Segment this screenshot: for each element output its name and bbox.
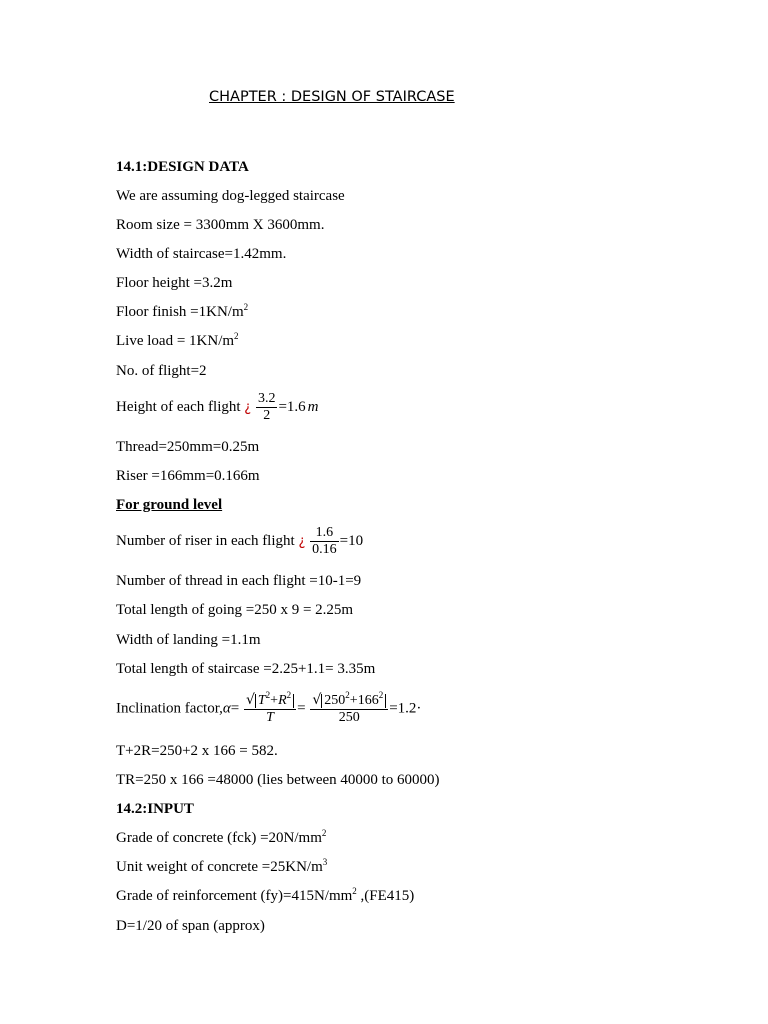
text-width-staircase: Width of staircase=1.42mm. xyxy=(116,246,287,262)
live-load-text: Live load = 1KN/m xyxy=(116,333,235,349)
inclination-result: =1.2 xyxy=(389,700,417,717)
text-no-of-flight: No. of flight=2 xyxy=(116,363,207,379)
live-load-sup: 2 xyxy=(234,331,239,341)
equation-riser-each-flight xyxy=(116,525,363,558)
absolute-bars xyxy=(321,690,386,708)
text-width-landing: Width of landing =1.1m xyxy=(116,632,261,648)
alpha-symbol: α xyxy=(222,700,231,717)
fraction-denominator: 0.16 xyxy=(312,542,337,557)
symbol-t: T xyxy=(257,693,266,708)
chapter-title: CHAPTER : DESIGN OF STAIRCASE xyxy=(209,89,455,105)
fraction-denominator: T xyxy=(266,710,274,725)
grade-reinf-suffix: ,(FE415) xyxy=(356,888,415,904)
text-grade-reinforcement xyxy=(116,887,414,905)
text-floor-height: Floor height =3.2m xyxy=(116,275,233,291)
height-label: Height of each flight xyxy=(116,398,245,415)
text-live-load xyxy=(116,332,239,350)
fraction-numerator: 3.2 xyxy=(257,391,276,406)
unit-weight-sup: 3 xyxy=(322,857,328,867)
section-heading-design-data: 14.1:DESIGN DATA xyxy=(116,159,249,175)
text-tr: TR=250 x 166 =48000 (lies between 40000 to 60000) xyxy=(116,772,440,788)
grade-reinf-text: Grade of reinforcement (fy)=415N/mm xyxy=(116,888,353,904)
text-room-size: Room size = 3300mm X 3600mm. xyxy=(116,217,325,233)
exponent: 2 xyxy=(345,690,350,700)
text-t-plus-2r: T+2R=250+2 x 166 = 582. xyxy=(116,743,278,759)
equation-error-glyph: ¿ xyxy=(244,399,252,415)
radical-sign: √ xyxy=(245,692,255,708)
inclination-fraction-numeric xyxy=(310,692,388,726)
inclination-label: Inclination factor, xyxy=(116,700,223,717)
grade-reinf-sup: 2 xyxy=(352,886,357,896)
section-heading-input: 14.2:INPUT xyxy=(116,801,194,817)
text-total-length: Total length of staircase =2.25+1.1= 3.35m xyxy=(116,661,376,677)
text-unit-weight xyxy=(116,858,327,876)
riser-result: =10 xyxy=(339,532,364,549)
exponent: 2 xyxy=(378,690,384,700)
height-fraction xyxy=(256,391,278,424)
value-250: 250 xyxy=(324,693,346,708)
square-root xyxy=(246,692,294,709)
plus: + xyxy=(270,693,279,708)
text-depth: D=1/20 of span (approx) xyxy=(116,918,265,934)
riser-label: Number of riser in each flight xyxy=(116,532,299,549)
exponent: 2 xyxy=(286,690,292,700)
equation-inclination-factor xyxy=(116,692,421,726)
exponent: 2 xyxy=(265,690,271,700)
text-assumption: We are assuming dog-legged staircase xyxy=(116,188,345,204)
subheading-ground-level: For ground level xyxy=(116,497,223,513)
fraction-numerator: 1.6 xyxy=(310,525,339,542)
text-thread: Thread=250mm=0.25m xyxy=(116,439,260,455)
text-thread-each-flight: Number of thread in each flight =10-1=9 xyxy=(116,573,362,589)
square-root xyxy=(312,692,386,709)
trailing-dot: · xyxy=(416,700,422,717)
height-result: =1.6 xyxy=(278,398,306,415)
grade-concrete-sup: 2 xyxy=(321,828,327,838)
text-grade-concrete xyxy=(116,829,326,847)
equation-error-glyph: ¿ xyxy=(298,533,306,549)
plus: + xyxy=(349,693,358,708)
floor-finish-text: Floor finish =1KN/m xyxy=(116,304,244,320)
equals: = xyxy=(297,700,306,717)
text-length-going: Total length of going =250 x 9 = 2.25m xyxy=(116,602,354,618)
symbol-r: R xyxy=(278,693,287,708)
fraction-denominator: 2 xyxy=(263,408,271,423)
radical-sign: √ xyxy=(312,692,322,708)
unit-weight-text: Unit weight of concrete =25KN/m xyxy=(116,859,323,875)
grade-concrete-text: Grade of concrete (fck) =20N/mm xyxy=(116,830,322,846)
inclination-fraction-symbolic xyxy=(244,692,296,726)
fraction-numerator xyxy=(310,692,388,710)
absolute-bars xyxy=(255,690,294,708)
riser-fraction xyxy=(310,525,339,558)
height-unit: m xyxy=(307,398,319,415)
fraction-denominator: 250 xyxy=(338,710,360,725)
fraction-numerator xyxy=(244,692,296,710)
value-166: 166 xyxy=(357,693,379,708)
equals: = xyxy=(230,700,240,717)
text-riser: Riser =166mm=0.166m xyxy=(116,468,260,484)
equation-height-each-flight xyxy=(116,391,319,424)
floor-finish-sup: 2 xyxy=(243,302,249,312)
text-floor-finish xyxy=(116,303,248,321)
